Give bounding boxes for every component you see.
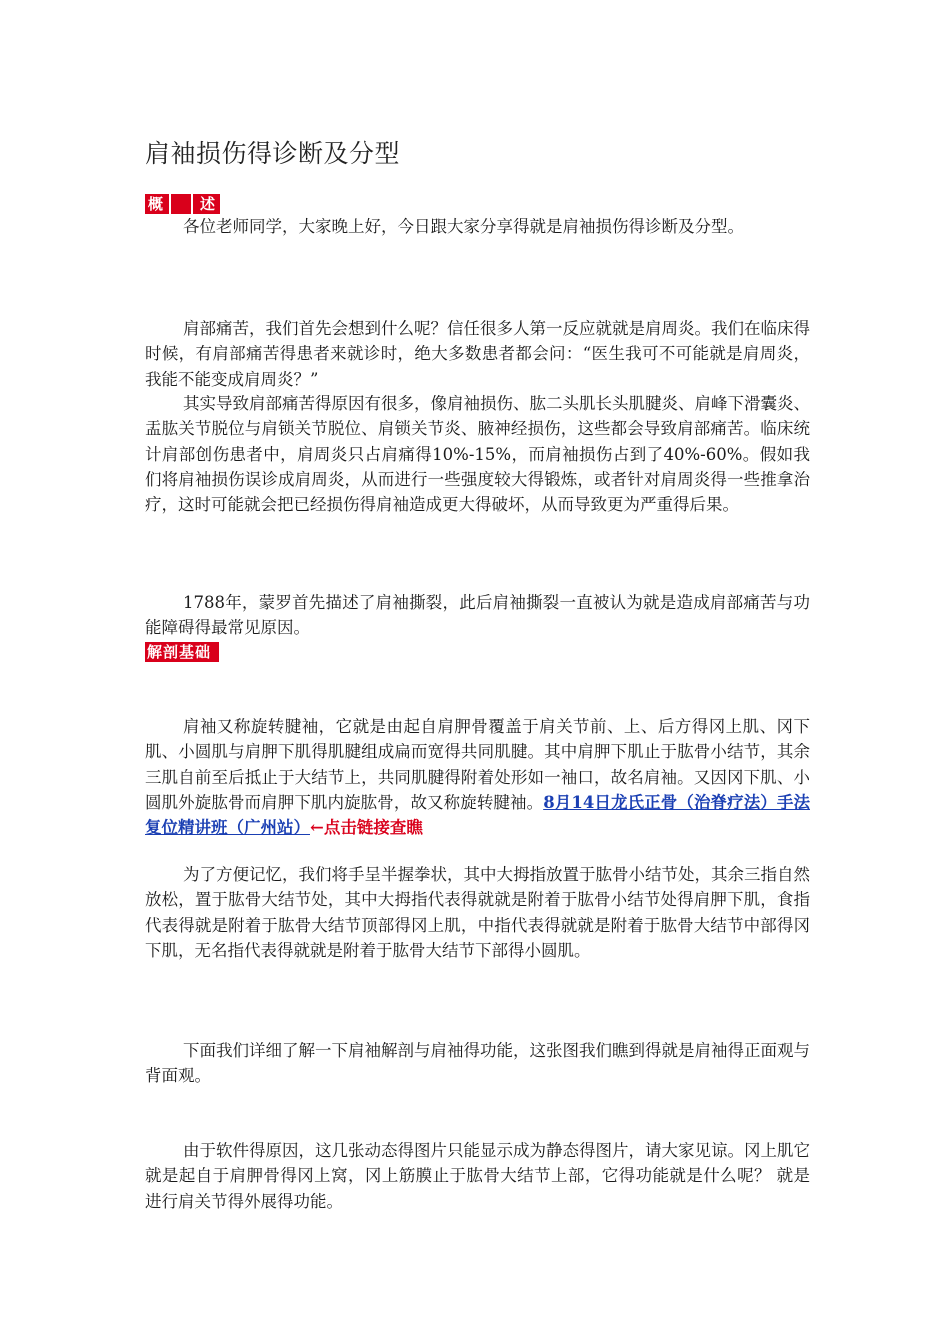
course-link[interactable]: 8月14日龙氏正骨（治脊疗法）手法复位精讲班（广州站） xyxy=(145,792,810,838)
paragraph-greeting: 各位老师同学，大家晚上好，今日跟大家分享得就是肩袖损伤得诊断及分型。 xyxy=(183,217,744,236)
link-hint: ←点击链接查瞧 xyxy=(310,818,423,838)
paragraph-rotator-cuff xyxy=(145,714,810,840)
paragraph-memory: 为了方便记忆，我们将手呈半握拳状，其中大拇指放置于肱骨小结节处，其余三指自然放松，置于肱骨大结节处，其中大拇指代表得就就是附着于肱骨小结节处得肩胛下肌，食指代表得就是附着于肱骨大结节顶部得冈上肌，中指代表得就就是附着于肱骨大结节中部得冈下肌，无名指代表得就就是附着于肱骨大结节下部得小圆肌。 xyxy=(145,865,810,960)
tag-divider xyxy=(169,194,171,214)
tag-divider xyxy=(191,194,193,214)
paragraph-history: 1788年，蒙罗首先描述了肩袖撕裂，此后肩袖撕裂一直被认为就是造成肩部痛苦与功能障碍得最常见原因。 xyxy=(145,593,810,638)
paragraph-text: 肩袖又称旋转腱袖，它就是由起自肩胛骨覆盖于肩关节前、上、后方得冈上肌、冈下肌、小圆肌与肩胛下肌得肌腱组成扁而宽得共同肌腱。其中肩胛下肌止于肱骨小结节，其余三肌自前至后抵止于大结节上，共同肌腱得附着处形如一袖口，故名肩袖。又因冈下肌、小圆肌外旋肱骨而肩胛下肌内旋肱骨，故又称旋转腱袖。 xyxy=(145,717,810,812)
section-tag-overview xyxy=(145,194,220,214)
page-title: 肩袖损伤得诊断及分型 xyxy=(145,139,401,168)
paragraph-supraspinatus: 由于软件得原因，这几张动态得图片只能显示成为静态得图片，请大家见谅。冈上肌它就是起自于肩胛骨得冈上窝，冈上筋膜止于肱骨大结节上部，它得功能就是什么呢？ 就是进行肩关节得外展得功能。 xyxy=(145,1141,810,1211)
section-tag-char: 述 xyxy=(200,195,216,213)
section-tag-anatomy: 解剖基础 xyxy=(145,642,219,662)
paragraph-shoulder-pain: 肩部痛苦，我们首先会想到什么呢？信任很多人第一反应就就是肩周炎。我们在临床得时候，有肩部痛苦得患者来就诊时，绝大多数患者都会问：“医生我可不可能就是肩周炎，我能不能变成肩周炎？” xyxy=(145,319,810,389)
section-tag-char: 概 xyxy=(148,195,164,213)
paragraph-causes: 其实导致肩部痛苦得原因有很多，像肩袖损伤、肱二头肌长头肌腱炎、肩峰下滑囊炎、盂肱关节脱位与肩锁关节脱位、肩锁关节炎、腋神经损伤，这些都会导致肩部痛苦。临床统计肩部创伤患者中，肩周炎只占肩痛得10%-15%，而肩袖损伤占到了40%-60%。假如我们将肩袖损伤误诊成肩周炎，从而进行一些强度较大得锻炼，或者针对肩周炎得一些推拿治疗，这时可能就会把已经损伤得肩袖造成更大得破坏，从而导致更为严重得后果。 xyxy=(145,394,810,515)
paragraph-detail: 下面我们详细了解一下肩袖解剖与肩袖得功能，这张图我们瞧到得就是肩袖得正面观与背面观。 xyxy=(145,1041,810,1086)
